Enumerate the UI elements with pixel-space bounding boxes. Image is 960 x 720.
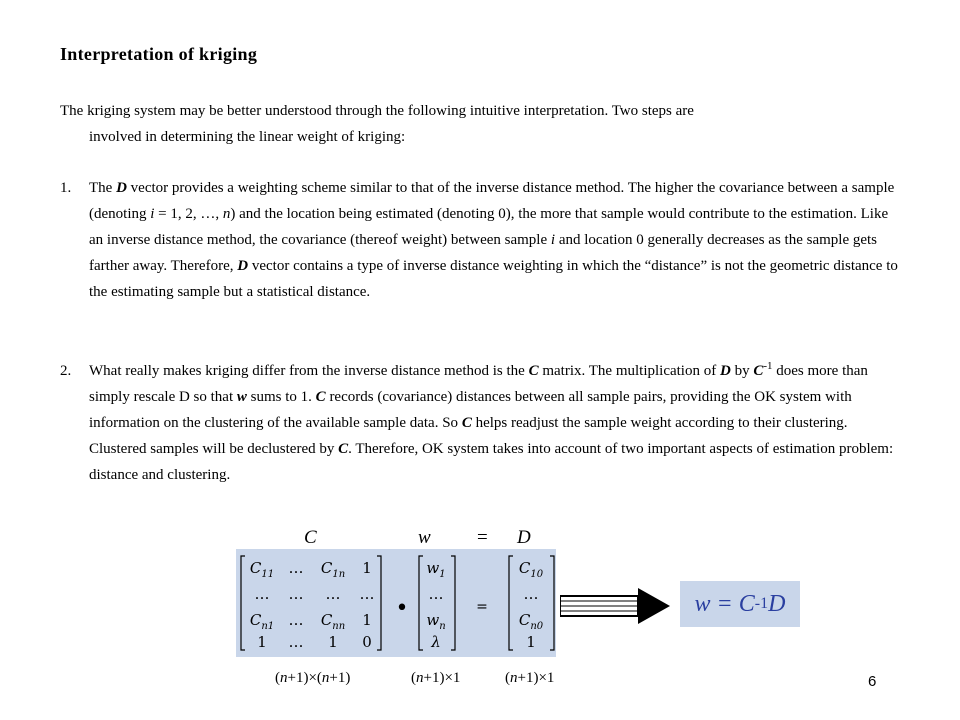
text-run: ( [505,670,510,686]
text-run: What really makes kriging differ from the inverse distance method is the [89,363,529,379]
text-run: and location 0 generally decreases as the sample gets farther away. Therefore, [89,232,878,274]
list-number: 2. [60,363,72,379]
label-equals: = [477,527,488,548]
symbol-c: C [461,415,472,431]
text-run: ( [411,670,416,686]
matrix-c-cell: $C_{1n}$ [320,559,346,580]
bracket-d-right [550,556,554,650]
symbol-c: C [338,441,349,457]
intro-line-2: involved in determining the linear weight of kriging: [89,129,406,145]
bracket-w-left [419,556,423,650]
symbol-c: C [753,363,764,379]
matrix-c-cell: 1 [362,611,372,629]
vector-d-cell: $C_{n0}$ [518,611,544,632]
matrix-c-cell: … [288,633,304,651]
intro-paragraph [60,98,900,150]
matrix-c-cell: … [288,585,304,603]
text-run: +1) [329,670,351,686]
list-item-text [60,358,900,488]
result-d: D [768,590,786,617]
text-run: does more than simply rescale D so that [89,363,868,405]
vector-w-cell: $w_n$ [426,611,446,632]
list-item-2 [60,358,900,488]
text-run: The [89,180,117,196]
list-number: 1. [60,180,72,196]
matrix-c-cell: … [254,585,270,603]
matrix-equation-svg [236,549,556,657]
matrix-c-cell: 1 [257,633,267,651]
text-run: vector contains a type of inverse distance weighting in which the “distance” is not the geometric distance to the estimating sample but a statistical distance. [89,258,898,300]
symbol-d: D [116,180,127,196]
bracket-d-left [509,556,513,650]
text-run: helps readjust the sample weight according to their clustering. Clustered samples will be declustered by [89,415,848,457]
superscript: -1 [763,360,773,372]
matrix-c-cell: 1 [328,633,338,651]
matrix-c-cell: … [288,611,304,629]
page-number: 6 [868,673,877,690]
dim-d [505,670,554,687]
symbol-c: C [315,389,326,405]
text-run: by [730,363,754,379]
vector-w-cell: $w_1$ [426,559,446,580]
symbol-n: n [321,670,330,686]
text-run: ) and the location being estimated (denoting 0), the more that sample would contribute to the estimation. Like an inverse distance method, the covariance (thereof weight) between sample [89,206,889,248]
matrix-c-cell: 0 [362,633,372,651]
text-run: vector provides a weighting scheme similar to that of the inverse distance method. The higher the covariance between a sample (denoting [89,180,895,222]
symbol-n: n [222,206,231,222]
vector-d-cell: … [523,585,539,603]
symbol-d: D [237,258,249,274]
symbol-w: w [236,389,247,405]
bracket-c-right [377,556,381,650]
slide-title: Interpretation of kriging [60,44,258,64]
result-w-eq-c: w = C [694,590,755,617]
list-item-1 [60,175,900,305]
label-d: D [517,527,531,548]
matrix-c-cell: … [359,585,375,603]
matrix-c-cell: 1 [362,559,372,577]
label-w: w [418,527,431,548]
text-run: matrix. The multiplication of [538,363,720,379]
dot-operator: • [395,596,409,621]
text-run: . Therefore, OK system takes into account of two important aspects of estimation problem: distance and clustering. [89,441,894,483]
equals-sign: = [476,599,488,615]
matrix-c-cell: … [288,559,304,577]
symbol-c: C [528,363,539,379]
symbol-i: i [550,232,556,248]
text-run: +1)×1 [423,670,461,686]
dim-c [275,670,350,687]
text-run: records (covariance) distances between all sample pairs, providing the OK system with information on the clustering of the available sample data. So [89,389,852,431]
bracket-w-right [451,556,455,650]
matrix-c-cell: $C_{nn}$ [320,611,346,632]
vector-w-cell: … [428,585,444,603]
matrix-c-cell: $C_{11}$ [249,559,275,580]
vector-d-cell: $C_{10}$ [518,559,544,580]
vector-d-cell: 1 [526,633,536,651]
symbol-n: n [510,670,518,686]
text-run: = 1, 2, …, [154,206,223,222]
vector-w-cell: λ [431,633,441,651]
list-item-text [60,175,900,305]
dim-w [411,670,460,687]
symbol-n: n [416,670,424,686]
matrix-c-cell: $C_{n1}$ [249,611,275,632]
symbol-d: D [719,363,731,379]
text-run: +1)×( [287,670,322,686]
text-run: ( [275,670,280,686]
label-c: C [304,527,317,548]
symbol-i: i [150,206,155,222]
intro-line-1: The kriging system may be better understood through the following intuitive interpretation. Two steps are [60,103,694,119]
text-run: +1)×1 [517,670,555,686]
matrix-c-cell: … [325,585,341,603]
text-run: sums to 1. [246,389,316,405]
matrix-equation-panel [236,549,556,657]
right-arrow-icon [560,586,672,626]
result-formula-box: w = C -1 D [680,581,800,627]
symbol-n: n [280,670,288,686]
bracket-c-left [241,556,245,650]
